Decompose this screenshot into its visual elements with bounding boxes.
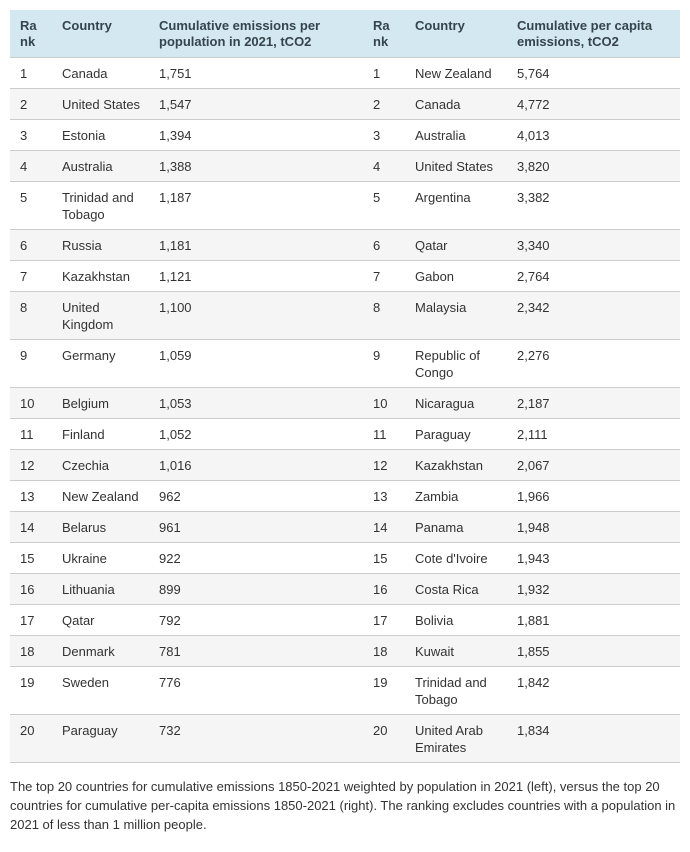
country-cell: Malaysia [405, 292, 507, 340]
table-row [10, 292, 680, 340]
table-row [10, 419, 680, 450]
rank-cell: 17 [10, 605, 52, 636]
column-header-rank-left: Rank [10, 10, 52, 58]
table-row [10, 667, 680, 715]
rank-cell: 9 [363, 340, 405, 388]
value-cell: 792 [149, 605, 363, 636]
value-cell: 1,932 [507, 574, 680, 605]
value-cell: 1,842 [507, 667, 680, 715]
value-cell: 1,966 [507, 481, 680, 512]
country-cell: Gabon [405, 261, 507, 292]
value-cell: 4,772 [507, 89, 680, 120]
country-cell: Sweden [52, 667, 149, 715]
country-cell: Trinidad and Tobago [52, 182, 149, 230]
table-row [10, 543, 680, 574]
column-header-value-left: Cumulative emissions per population in 2021, tCO2 [149, 10, 363, 58]
country-cell: Belgium [52, 388, 149, 419]
rank-cell: 14 [10, 512, 52, 543]
rank-cell: 12 [10, 450, 52, 481]
value-cell: 5,764 [507, 58, 680, 89]
country-cell: Lithuania [52, 574, 149, 605]
table-row [10, 450, 680, 481]
country-cell: Qatar [52, 605, 149, 636]
rank-cell: 8 [10, 292, 52, 340]
country-cell: Kuwait [405, 636, 507, 667]
value-cell: 4,013 [507, 120, 680, 151]
value-cell: 2,111 [507, 419, 680, 450]
value-cell: 1,943 [507, 543, 680, 574]
value-cell: 1,100 [149, 292, 363, 340]
value-cell: 1,881 [507, 605, 680, 636]
rank-cell: 20 [363, 715, 405, 763]
country-cell: Ukraine [52, 543, 149, 574]
country-cell: Canada [405, 89, 507, 120]
value-cell: 1,121 [149, 261, 363, 292]
rank-cell: 19 [363, 667, 405, 715]
rank-cell: 8 [363, 292, 405, 340]
rank-cell: 20 [10, 715, 52, 763]
rank-cell: 2 [363, 89, 405, 120]
column-header-rank-right: Rank [363, 10, 405, 58]
rank-cell: 18 [363, 636, 405, 667]
rank-cell: 11 [10, 419, 52, 450]
table-row [10, 89, 680, 120]
rank-cell: 10 [10, 388, 52, 419]
value-cell: 899 [149, 574, 363, 605]
header-row [10, 10, 680, 58]
country-cell: Belarus [52, 512, 149, 543]
country-cell: Paraguay [405, 419, 507, 450]
rank-cell: 3 [10, 120, 52, 151]
rank-cell: 16 [363, 574, 405, 605]
table-row [10, 151, 680, 182]
rank-cell: 5 [363, 182, 405, 230]
rank-cell: 2 [10, 89, 52, 120]
value-cell: 1,053 [149, 388, 363, 419]
country-cell: Trinidad and Tobago [405, 667, 507, 715]
column-header-value-right: Cumulative per capita emissions, tCO2 [507, 10, 680, 58]
value-cell: 3,820 [507, 151, 680, 182]
country-cell: Kazakhstan [52, 261, 149, 292]
rank-cell: 15 [363, 543, 405, 574]
country-cell: Canada [52, 58, 149, 89]
rank-cell: 17 [363, 605, 405, 636]
value-cell: 1,187 [149, 182, 363, 230]
table-row [10, 261, 680, 292]
value-cell: 1,834 [507, 715, 680, 763]
rankings-table [10, 10, 680, 763]
country-cell: Kazakhstan [405, 450, 507, 481]
country-cell: Argentina [405, 182, 507, 230]
country-cell: Australia [52, 151, 149, 182]
country-cell: Zambia [405, 481, 507, 512]
table-row [10, 120, 680, 151]
rank-cell: 15 [10, 543, 52, 574]
country-cell: Czechia [52, 450, 149, 481]
rank-cell: 6 [10, 230, 52, 261]
rank-cell: 3 [363, 120, 405, 151]
table-row [10, 388, 680, 419]
value-cell: 3,382 [507, 182, 680, 230]
country-cell: Russia [52, 230, 149, 261]
value-cell: 732 [149, 715, 363, 763]
table-row [10, 182, 680, 230]
country-cell: Nicaragua [405, 388, 507, 419]
country-cell: United Kingdom [52, 292, 149, 340]
value-cell: 1,751 [149, 58, 363, 89]
table-row [10, 605, 680, 636]
country-cell: Estonia [52, 120, 149, 151]
value-cell: 2,276 [507, 340, 680, 388]
country-cell: Germany [52, 340, 149, 388]
rank-cell: 10 [363, 388, 405, 419]
rank-cell: 19 [10, 667, 52, 715]
value-cell: 2,342 [507, 292, 680, 340]
value-cell: 922 [149, 543, 363, 574]
rank-cell: 1 [363, 58, 405, 89]
rank-cell: 11 [363, 419, 405, 450]
country-cell: Cote d'Ivoire [405, 543, 507, 574]
rank-cell: 1 [10, 58, 52, 89]
value-cell: 1,394 [149, 120, 363, 151]
table-row [10, 58, 680, 89]
rank-cell: 16 [10, 574, 52, 605]
value-cell: 776 [149, 667, 363, 715]
table-row [10, 512, 680, 543]
rank-cell: 18 [10, 636, 52, 667]
rank-cell: 14 [363, 512, 405, 543]
table-row [10, 481, 680, 512]
country-cell: United States [52, 89, 149, 120]
value-cell: 2,187 [507, 388, 680, 419]
country-cell: United States [405, 151, 507, 182]
rank-cell: 6 [363, 230, 405, 261]
table-row [10, 574, 680, 605]
table-row [10, 230, 680, 261]
country-cell: Finland [52, 419, 149, 450]
country-cell: Qatar [405, 230, 507, 261]
value-cell: 1,547 [149, 89, 363, 120]
value-cell: 3,340 [507, 230, 680, 261]
country-cell: Paraguay [52, 715, 149, 763]
country-cell: Panama [405, 512, 507, 543]
country-cell: Denmark [52, 636, 149, 667]
rank-cell: 12 [363, 450, 405, 481]
table-row [10, 340, 680, 388]
table-row [10, 636, 680, 667]
value-cell: 1,855 [507, 636, 680, 667]
country-cell: New Zealand [405, 58, 507, 89]
country-cell: Republic of Congo [405, 340, 507, 388]
rank-cell: 4 [363, 151, 405, 182]
value-cell: 961 [149, 512, 363, 543]
rank-cell: 7 [363, 261, 405, 292]
country-cell: United Arab Emirates [405, 715, 507, 763]
value-cell: 781 [149, 636, 363, 667]
value-cell: 1,059 [149, 340, 363, 388]
value-cell: 1,388 [149, 151, 363, 182]
figure-caption: The top 20 countries for cumulative emissions 1850-2021 weighted by population in 2021 (left), versus the top 20 countries for cumulative per-capita emissions 1850-2021 (right). The ranking excludes countries with a population in 2021 of less than 1 million people. [10, 779, 676, 832]
rank-cell: 5 [10, 182, 52, 230]
country-cell: Bolivia [405, 605, 507, 636]
value-cell: 2,067 [507, 450, 680, 481]
country-cell: Australia [405, 120, 507, 151]
rank-cell: 7 [10, 261, 52, 292]
rank-cell: 13 [10, 481, 52, 512]
rank-cell: 4 [10, 151, 52, 182]
country-cell: Costa Rica [405, 574, 507, 605]
country-cell: New Zealand [52, 481, 149, 512]
value-cell: 1,948 [507, 512, 680, 543]
table-row [10, 715, 680, 763]
rank-cell: 9 [10, 340, 52, 388]
column-header-country-left: Country [52, 10, 149, 58]
value-cell: 1,052 [149, 419, 363, 450]
rank-cell: 13 [363, 481, 405, 512]
value-cell: 2,764 [507, 261, 680, 292]
value-cell: 1,016 [149, 450, 363, 481]
value-cell: 962 [149, 481, 363, 512]
column-header-country-right: Country [405, 10, 507, 58]
value-cell: 1,181 [149, 230, 363, 261]
